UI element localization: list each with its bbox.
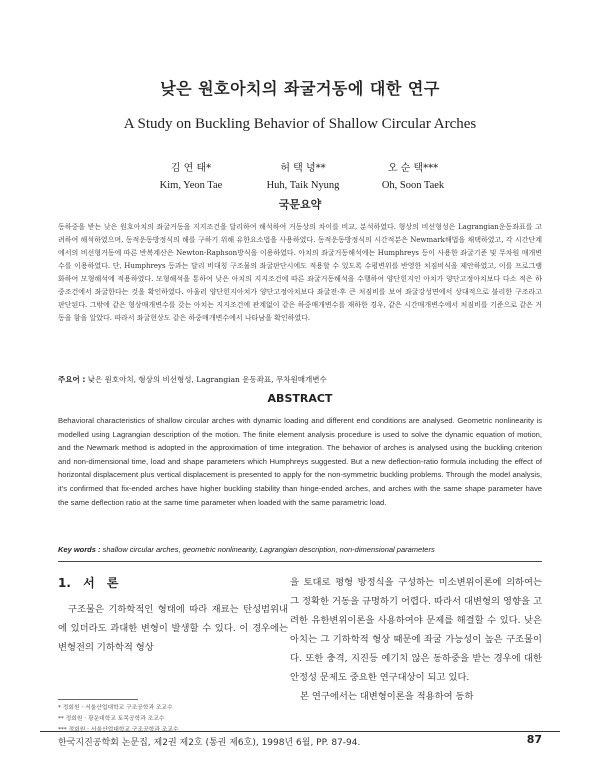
- footnote-divider: [58, 699, 138, 700]
- author-name-korean: 김 연 태*: [170, 163, 212, 174]
- footnote: * 정회원 · 서울산업대학교 구조공학과 조교수: [58, 705, 173, 711]
- korean-keywords: [58, 374, 542, 385]
- author-name-english: Kim, Yeon Tae: [159, 180, 223, 191]
- page-number: 87: [526, 733, 542, 746]
- footer-divider: [40, 731, 560, 732]
- english-abstract-heading: ABSTRACT: [267, 392, 333, 405]
- body-column-left: [58, 600, 288, 657]
- author-name-korean: 오 순 택***: [387, 163, 439, 174]
- paper-title-korean: 낮은 원호아치의 좌굴거동에 대한 연구: [160, 79, 440, 98]
- body-paragraph: 본 연구에서는 대변형이론을 적용하여 동하: [300, 691, 474, 702]
- footnote: *** 정회원 · 서울산업대학교 구조공학과 조교수: [58, 727, 179, 733]
- body-paragraph: 을 토대로 평형 방정식을 구성하는 미소변위이론에 의하여는 그 정확한 거동을 규명하기 어렵다. 따라서 대변형의 영향을 고려한 유한변위이론을 사용하여야 문제를 해결할 수 있다. 낮은 아치는 그 기하학적 형상 때문에 좌굴 가능성이 높은 구조물이다. 또한 충격, 지진등 예기치 않은 동하중을 받는 경우에 대한 안정성 문제도 중요한 연구대상이 되고 있다.: [290, 577, 542, 683]
- korean-abstract-text: 동하중을 받는 낮은 원호아치의 좌굴거동을 지지조건을 달리하여 해석하여 거동상의 차이를 비교, 분석하였다. 형상의 비선형성은 Lagrangian운동좌표를 고려하여 해석하였으며, 동적운동방정식의 해를 구하기 위해 유한요소법을 사용하였다. 동적운동방정식의 시간적분은 Newmark해법을 채택하였고, 각 시간단계에서의 비선형거동에 따른 반복계산은 Newton-Raphson방식을 이용하였다. 아치의 좌굴거동해석에는 Humphreys 등이 사용한 좌굴기준 및 무차원 매개변수를 이용하였다. 단, Humphreys 등과는 달리 비대칭 구조물의 좌굴판단시에도 적용할 수 있도록 수평변위를 반영한 처짐비식을 제안하였고, 이를 프로그램화하여 모형해석에 적용하였다. 모형해석을 통하여 낮은 아치의 지지조건에 따른 좌굴거동해석을 수행하여 양단힌지인 아치가 양단고정아치보다 다소 적은 하중조건에서 좌굴한다는 것을 확인하였다. 아울러 양단힌지아치가 양단고정아치보다 좌굴전·후 큰 처짐비를 보여 좌굴강성면에서 상대적으로 불리한 구조라고 판단된다. 그밖에 같은 형상매개변수를 갖는 아치는 지지조건에 관계없이 같은 하중매개변수를 재하한 경우, 같은 시간매개변수에서 처짐비를 기준으로 같은 거동을 함을 알았다. 따라서 좌굴현상도 같은 하중매개변수에서 나타남을 확인하였다.: [58, 223, 542, 322]
- english-keywords: [58, 545, 542, 554]
- korean-keywords-list: 낮은 원호아치, 형상의 비선형성, Lagrangian 운동좌표, 무차원매개변수: [87, 375, 327, 384]
- korean-keywords-label: 주요어 :: [58, 375, 86, 384]
- english-keywords-label: Key words :: [58, 545, 101, 554]
- section-heading: 1. 서 론: [58, 576, 119, 590]
- author-1: [126, 160, 256, 194]
- author-name-korean: 허 택 녕**: [280, 163, 326, 174]
- english-keywords-list: shallow circular arches, geometric nonlinearity, Lagrangian description, non-dimensional parameters: [102, 545, 435, 554]
- english-abstract-text: Behavioral characteristics of shallow circular arches with dynamic loading and different end conditions are analysed. Geometric nonlinearity is modelled using Lagrangian description of the motion. The finite element analysis procedure is used to solve the dynamic equation of motion, and the Newmark method is adopted in the approximation of time integration. The behavior of arches is analysed using the buckling criterion and non-dimensional time, load and shape parameters which Humphreys suggested. But a new deflection-ratio formula including the effect of horizontal displacement plus vertical displacement is presented to apply for the non-symmetric buckling problems. Through the model analysis, it's confirmed that fix-ended arches have higher buckling stability than hinge-ended arches, and arches with the same shape parameter have the same deflection ratio at the same time parameter when loaded with the same parametric load.: [58, 416, 542, 507]
- journal-citation: 한국지진공학회 논문집, 제2권 제2호 (통권 제6호), 1998년 6월, PP. 87-94.: [58, 738, 361, 748]
- author-name-english: Oh, Soon Taek: [381, 180, 445, 191]
- author-3: [348, 160, 478, 194]
- korean-abstract-heading: 국문요약: [278, 198, 322, 211]
- body-paragraph: 구조물은 기하학적인 형태에 따라 재료는 탄성범위내에 있더라도 과대한 변형이 발생할 수 있다. 이 경우에는 변형전의 기하학적 형상: [58, 604, 288, 653]
- abstract-divider: [58, 561, 542, 562]
- body-column-right: [290, 573, 542, 706]
- paper-title-english: A Study on Buckling Behavior of Shallow Circular Arches: [123, 116, 477, 132]
- footnote: ** 정회원 · 광운대학교 토목공학과 조교수: [58, 716, 165, 722]
- author-name-english: Huh, Taik Nyung: [266, 180, 340, 191]
